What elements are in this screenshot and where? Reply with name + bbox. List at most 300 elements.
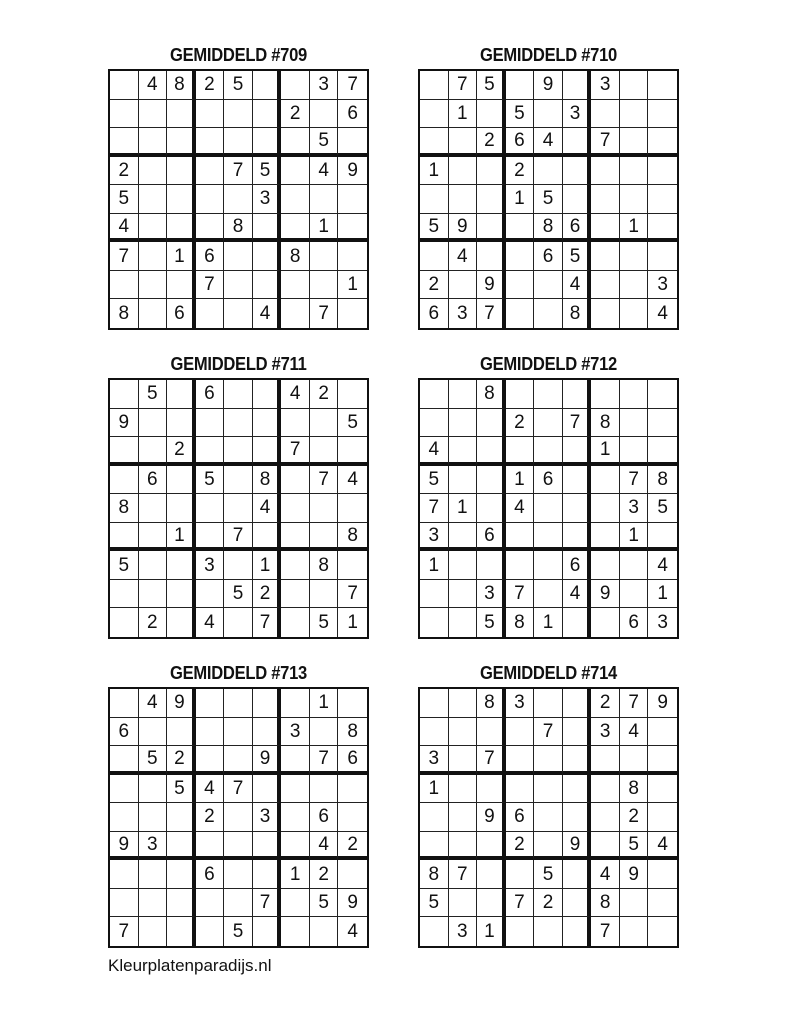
sudoku-cell: 5 bbox=[310, 128, 339, 157]
sudoku-cell bbox=[449, 409, 478, 438]
sudoku-cell bbox=[224, 466, 253, 495]
sudoku-cell bbox=[224, 380, 253, 409]
sudoku-cell bbox=[253, 409, 282, 438]
sudoku-cell bbox=[449, 551, 478, 580]
sudoku-cell: 8 bbox=[620, 775, 649, 804]
sudoku-cell: 2 bbox=[506, 409, 535, 438]
sudoku-cell: 6 bbox=[534, 466, 563, 495]
sudoku-cell bbox=[506, 775, 535, 804]
sudoku-cell: 9 bbox=[167, 689, 196, 718]
sudoku-cell bbox=[563, 860, 592, 889]
sudoku-cell bbox=[420, 242, 449, 271]
sudoku-cell bbox=[534, 299, 563, 328]
sudoku-cell: 3 bbox=[420, 746, 449, 775]
sudoku-cell: 5 bbox=[338, 409, 367, 438]
sudoku-cell: 8 bbox=[420, 860, 449, 889]
sudoku-cell: 6 bbox=[196, 860, 225, 889]
sudoku-cell bbox=[196, 437, 225, 466]
sudoku-cell bbox=[620, 242, 649, 271]
sudoku-cell: 2 bbox=[310, 380, 339, 409]
sudoku-grid bbox=[418, 687, 679, 948]
sudoku-cell bbox=[449, 718, 478, 747]
sudoku-cell: 7 bbox=[281, 437, 310, 466]
sudoku-cell bbox=[196, 746, 225, 775]
sudoku-cell: 4 bbox=[310, 157, 339, 186]
sudoku-cell bbox=[449, 185, 478, 214]
sudoku-cell bbox=[139, 242, 168, 271]
sudoku-cell: 6 bbox=[338, 746, 367, 775]
puzzle-title: GEMIDDELD #711 bbox=[170, 354, 307, 374]
sudoku-cell bbox=[196, 299, 225, 328]
sudoku-cell: 2 bbox=[506, 832, 535, 861]
sudoku-cell bbox=[591, 242, 620, 271]
sudoku-cell bbox=[477, 832, 506, 861]
sudoku-cell bbox=[591, 551, 620, 580]
sudoku-cell bbox=[563, 466, 592, 495]
sudoku-cell bbox=[648, 157, 677, 186]
sudoku-cell: 7 bbox=[253, 608, 282, 637]
sudoku-cell: 9 bbox=[338, 157, 367, 186]
sudoku-cell bbox=[534, 551, 563, 580]
sudoku-cell: 5 bbox=[224, 71, 253, 100]
sudoku-cell: 5 bbox=[477, 71, 506, 100]
sudoku-cell bbox=[253, 214, 282, 243]
sudoku-cell bbox=[253, 242, 282, 271]
sudoku-cell bbox=[253, 100, 282, 129]
sudoku-cell bbox=[620, 551, 649, 580]
sudoku-cell: 1 bbox=[620, 523, 649, 552]
sudoku-cell bbox=[281, 551, 310, 580]
sudoku-cell: 2 bbox=[620, 803, 649, 832]
sudoku-cell: 3 bbox=[420, 523, 449, 552]
sudoku-cell: 1 bbox=[310, 214, 339, 243]
sudoku-cell bbox=[167, 100, 196, 129]
sudoku-cell bbox=[420, 832, 449, 861]
sudoku-cell: 8 bbox=[477, 380, 506, 409]
sudoku-cell: 5 bbox=[506, 100, 535, 129]
sudoku-cell bbox=[620, 746, 649, 775]
sudoku-cell bbox=[338, 437, 367, 466]
sudoku-cell: 1 bbox=[167, 242, 196, 271]
sudoku-cell: 1 bbox=[347, 612, 358, 634]
sudoku-cell bbox=[281, 185, 310, 214]
sudoku-cell: 7 bbox=[310, 746, 339, 775]
sudoku-cell: 5 bbox=[139, 746, 168, 775]
sudoku-cell bbox=[534, 271, 563, 300]
sudoku-cell bbox=[620, 409, 649, 438]
sudoku-cell bbox=[477, 551, 506, 580]
sudoku-cell bbox=[110, 746, 139, 775]
sudoku-cell: 1 bbox=[506, 185, 535, 214]
sudoku-cell bbox=[477, 494, 506, 523]
sudoku-cell bbox=[310, 242, 339, 271]
sudoku-cell: 6 bbox=[563, 551, 592, 580]
sudoku-cell bbox=[139, 128, 168, 157]
sudoku-cell: 3 bbox=[449, 299, 478, 328]
sudoku-cell bbox=[338, 242, 367, 271]
sudoku-cell bbox=[563, 718, 592, 747]
sudoku-cell bbox=[139, 775, 168, 804]
sudoku-cell bbox=[281, 466, 310, 495]
sudoku-cell bbox=[281, 271, 310, 300]
sudoku-cell: 7 bbox=[253, 889, 282, 918]
sudoku-cell bbox=[449, 803, 478, 832]
sudoku-cell bbox=[139, 551, 168, 580]
sudoku-cell bbox=[591, 271, 620, 300]
sudoku-cell bbox=[310, 580, 339, 609]
sudoku-cell bbox=[167, 214, 196, 243]
sudoku-cell bbox=[281, 746, 310, 775]
sudoku-cell bbox=[139, 803, 168, 832]
sudoku-cell: 9 bbox=[449, 214, 478, 243]
sudoku-cell bbox=[506, 718, 535, 747]
sudoku-cell: 6 bbox=[506, 803, 535, 832]
sudoku-cell: 9 bbox=[253, 746, 282, 775]
sudoku-cell bbox=[224, 718, 253, 747]
sudoku-cell bbox=[620, 71, 649, 100]
sudoku-cell bbox=[110, 437, 139, 466]
sudoku-cell: 7 bbox=[224, 523, 253, 552]
sudoku-cell: 7 bbox=[534, 718, 563, 747]
sudoku-cell bbox=[563, 128, 592, 157]
sudoku-cell: 9 bbox=[110, 409, 139, 438]
sudoku-cell: 5 bbox=[477, 608, 506, 637]
sudoku-cell bbox=[449, 523, 478, 552]
sudoku-cell: 3 bbox=[449, 917, 478, 946]
sudoku-cell: 4 bbox=[591, 860, 620, 889]
sudoku-cell: 9 bbox=[110, 832, 139, 861]
sudoku-cell bbox=[563, 889, 592, 918]
sudoku-cell bbox=[224, 551, 253, 580]
sudoku-cell bbox=[620, 889, 649, 918]
sudoku-cell: 4 bbox=[563, 271, 592, 300]
sudoku-cell bbox=[506, 380, 535, 409]
sudoku-cell: 8 bbox=[310, 551, 339, 580]
sudoku-cell bbox=[534, 380, 563, 409]
sudoku-cell bbox=[196, 917, 225, 946]
sudoku-cell bbox=[620, 157, 649, 186]
sudoku-cell: 7 bbox=[591, 917, 620, 946]
sudoku-cell bbox=[167, 380, 196, 409]
sudoku-cell bbox=[420, 409, 449, 438]
sudoku-cell bbox=[310, 718, 339, 747]
sudoku-cell: 4 bbox=[139, 689, 168, 718]
sudoku-cell bbox=[224, 608, 253, 637]
sudoku-cell: 7 bbox=[477, 746, 506, 775]
sudoku-cell: 9 bbox=[591, 580, 620, 609]
sudoku-cell: 2 bbox=[139, 608, 168, 637]
sudoku-cell bbox=[167, 466, 196, 495]
sudoku-cell: 6 bbox=[620, 608, 649, 637]
sudoku-cell bbox=[310, 775, 339, 804]
sudoku-cell: 4 bbox=[657, 303, 668, 325]
sudoku-cell: 1 bbox=[420, 157, 449, 186]
sudoku-cell bbox=[338, 860, 367, 889]
sudoku-cell bbox=[620, 299, 649, 328]
sudoku-cell bbox=[477, 466, 506, 495]
sudoku-cell bbox=[139, 214, 168, 243]
sudoku-cell bbox=[224, 437, 253, 466]
sudoku-cell bbox=[648, 128, 677, 157]
sudoku-cell bbox=[449, 746, 478, 775]
puzzle-title: GEMIDDELD #709 bbox=[170, 45, 307, 65]
sudoku-cell bbox=[563, 157, 592, 186]
sudoku-cell bbox=[620, 185, 649, 214]
sudoku-cell bbox=[338, 551, 367, 580]
sudoku-cell: 3 bbox=[310, 71, 339, 100]
sudoku-cell bbox=[224, 889, 253, 918]
sudoku-cell bbox=[167, 271, 196, 300]
sudoku-cell: 4 bbox=[310, 832, 339, 861]
sudoku-cell bbox=[167, 128, 196, 157]
sudoku-cell bbox=[281, 157, 310, 186]
sudoku-cell: 8 bbox=[506, 608, 535, 637]
sudoku-cell: 5 bbox=[110, 185, 139, 214]
sudoku-cell: 7 bbox=[420, 494, 449, 523]
sudoku-cell bbox=[310, 437, 339, 466]
sudoku-cell: 3 bbox=[477, 580, 506, 609]
sudoku-cell: 1 bbox=[449, 100, 478, 129]
sudoku-cell bbox=[110, 100, 139, 129]
sudoku-cell bbox=[310, 917, 339, 946]
sudoku-cell: 1 bbox=[281, 860, 310, 889]
sudoku-cell bbox=[563, 803, 592, 832]
sudoku-cell: 7 bbox=[310, 299, 339, 328]
sudoku-cell bbox=[477, 185, 506, 214]
sudoku-cell bbox=[110, 466, 139, 495]
sudoku-cell bbox=[224, 689, 253, 718]
sudoku-cell bbox=[139, 860, 168, 889]
sudoku-cell bbox=[110, 775, 139, 804]
sudoku-cell: 4 bbox=[449, 242, 478, 271]
sudoku-cell bbox=[449, 437, 478, 466]
sudoku-cell: 7 bbox=[310, 466, 339, 495]
sudoku-cell bbox=[196, 832, 225, 861]
sudoku-cell: 6 bbox=[506, 128, 535, 157]
sudoku-cell bbox=[281, 299, 310, 328]
sudoku-cell bbox=[648, 889, 677, 918]
sudoku-cell bbox=[477, 157, 506, 186]
sudoku-cell bbox=[310, 409, 339, 438]
sudoku-cell: 1 bbox=[310, 689, 339, 718]
sudoku-cell bbox=[167, 185, 196, 214]
sudoku-cell bbox=[648, 437, 677, 466]
sudoku-cell bbox=[253, 832, 282, 861]
sudoku-cell: 1 bbox=[477, 917, 506, 946]
sudoku-cell bbox=[477, 860, 506, 889]
sudoku-cell bbox=[310, 100, 339, 129]
sudoku-cell bbox=[506, 551, 535, 580]
sudoku-cell: 2 bbox=[420, 271, 449, 300]
sudoku-cell: 5 bbox=[534, 860, 563, 889]
sudoku-cell bbox=[224, 185, 253, 214]
sudoku-cell: 1 bbox=[420, 775, 449, 804]
sudoku-cell: 8 bbox=[281, 242, 310, 271]
sudoku-cell: 8 bbox=[167, 71, 196, 100]
sudoku-cell: 5 bbox=[224, 917, 253, 946]
sudoku-cell bbox=[591, 775, 620, 804]
sudoku-cell bbox=[477, 100, 506, 129]
sudoku-cell bbox=[139, 917, 168, 946]
sudoku-cell bbox=[139, 437, 168, 466]
sudoku-cell: 4 bbox=[648, 551, 677, 580]
sudoku-cell bbox=[477, 437, 506, 466]
sudoku-cell: 8 bbox=[648, 466, 677, 495]
sudoku-cell bbox=[196, 889, 225, 918]
sudoku-cell: 5 bbox=[420, 214, 449, 243]
sudoku-cell bbox=[648, 775, 677, 804]
sudoku-cell: 2 bbox=[591, 689, 620, 718]
sudoku-grid bbox=[108, 69, 369, 330]
sudoku-cell: 7 bbox=[620, 466, 649, 495]
sudoku-cell bbox=[534, 917, 563, 946]
sudoku-cell: 5 bbox=[420, 889, 449, 918]
sudoku-cell: 4 bbox=[620, 718, 649, 747]
sudoku-cell: 5 bbox=[110, 551, 139, 580]
sudoku-cell bbox=[338, 299, 367, 328]
sudoku-cell bbox=[420, 185, 449, 214]
sudoku-cell bbox=[110, 128, 139, 157]
puzzle-title: GEMIDDELD #714 bbox=[480, 663, 617, 683]
sudoku-cell: 7 bbox=[110, 242, 139, 271]
sudoku-cell bbox=[196, 214, 225, 243]
sudoku-cell bbox=[139, 580, 168, 609]
sudoku-cell: 8 bbox=[338, 718, 367, 747]
sudoku-cell: 3 bbox=[648, 271, 677, 300]
sudoku-cell bbox=[534, 494, 563, 523]
sudoku-cell bbox=[224, 242, 253, 271]
sudoku-cell bbox=[196, 580, 225, 609]
sudoku-cell bbox=[110, 689, 139, 718]
sudoku-cell bbox=[591, 832, 620, 861]
sudoku-cell bbox=[648, 917, 677, 946]
sudoku-cell bbox=[591, 185, 620, 214]
sudoku-cell: 2 bbox=[110, 157, 139, 186]
sudoku-cell bbox=[620, 380, 649, 409]
sudoku-cell: 2 bbox=[281, 100, 310, 129]
sudoku-cell bbox=[338, 494, 367, 523]
sudoku-cell: 1 bbox=[449, 494, 478, 523]
sudoku-cell bbox=[139, 157, 168, 186]
sudoku-cell bbox=[420, 608, 449, 637]
sudoku-cell bbox=[196, 185, 225, 214]
sudoku-cell bbox=[196, 100, 225, 129]
sudoku-cell: 3 bbox=[657, 612, 668, 634]
sudoku-cell bbox=[167, 832, 196, 861]
sudoku-cell bbox=[110, 608, 139, 637]
sudoku-cell: 8 bbox=[534, 214, 563, 243]
sudoku-cell bbox=[196, 689, 225, 718]
sudoku-cell bbox=[563, 185, 592, 214]
sudoku-cell bbox=[506, 860, 535, 889]
sudoku-cell: 9 bbox=[534, 71, 563, 100]
sudoku-cell: 6 bbox=[110, 718, 139, 747]
sudoku-cell: 7 bbox=[477, 299, 506, 328]
sudoku-cell: 8 bbox=[110, 494, 139, 523]
sudoku-cell: 9 bbox=[338, 889, 367, 918]
sudoku-grid bbox=[108, 687, 369, 948]
sudoku-cell bbox=[139, 100, 168, 129]
sudoku-cell bbox=[534, 100, 563, 129]
sudoku-cell: 1 bbox=[620, 214, 649, 243]
sudoku-cell bbox=[648, 380, 677, 409]
sudoku-cell: 9 bbox=[620, 860, 649, 889]
sudoku-cell bbox=[139, 185, 168, 214]
sudoku-cell bbox=[477, 242, 506, 271]
sudoku-cell: 7 bbox=[449, 71, 478, 100]
sudoku-cell: 7 bbox=[196, 271, 225, 300]
sudoku-cell bbox=[253, 718, 282, 747]
sudoku-cell bbox=[591, 157, 620, 186]
sudoku-cell bbox=[281, 71, 310, 100]
sudoku-cell: 2 bbox=[310, 860, 339, 889]
sudoku-cell bbox=[534, 409, 563, 438]
sudoku-cell: 5 bbox=[310, 608, 339, 637]
sudoku-cell bbox=[591, 214, 620, 243]
sudoku-cell bbox=[477, 718, 506, 747]
sudoku-cell bbox=[338, 775, 367, 804]
sudoku-cell bbox=[338, 803, 367, 832]
sudoku-cell: 5 bbox=[534, 185, 563, 214]
sudoku-cell: 3 bbox=[506, 689, 535, 718]
sudoku-cell bbox=[591, 494, 620, 523]
sudoku-cell: 1 bbox=[338, 271, 367, 300]
sudoku-cell: 5 bbox=[620, 832, 649, 861]
sudoku-cell: 4 bbox=[506, 494, 535, 523]
sudoku-cell bbox=[534, 437, 563, 466]
sudoku-cell bbox=[477, 409, 506, 438]
sudoku-cell bbox=[534, 832, 563, 861]
sudoku-cell: 3 bbox=[563, 100, 592, 129]
sudoku-cell: 6 bbox=[310, 803, 339, 832]
sudoku-cell: 3 bbox=[620, 494, 649, 523]
sudoku-cell: 2 bbox=[477, 128, 506, 157]
site-credit: Kleurplatenparadijs.nl bbox=[108, 956, 272, 975]
sudoku-cell: 4 bbox=[253, 494, 282, 523]
sudoku-cell bbox=[167, 551, 196, 580]
sudoku-cell bbox=[224, 100, 253, 129]
sudoku-cell bbox=[563, 689, 592, 718]
sudoku-cell: 6 bbox=[420, 299, 449, 328]
sudoku-cell bbox=[338, 380, 367, 409]
sudoku-cell bbox=[534, 746, 563, 775]
sudoku-cell bbox=[110, 580, 139, 609]
sudoku-cell bbox=[534, 775, 563, 804]
sudoku-cell: 3 bbox=[253, 185, 282, 214]
sudoku-cell bbox=[281, 409, 310, 438]
sudoku-cell bbox=[196, 494, 225, 523]
sudoku-cell: 8 bbox=[477, 689, 506, 718]
sudoku-cell: 3 bbox=[196, 551, 225, 580]
sudoku-cell: 4 bbox=[420, 437, 449, 466]
sudoku-cell: 8 bbox=[110, 299, 139, 328]
sudoku-cell bbox=[224, 271, 253, 300]
sudoku-cell: 7 bbox=[224, 775, 253, 804]
sudoku-cell bbox=[477, 775, 506, 804]
sudoku-cell bbox=[167, 803, 196, 832]
sudoku-cell bbox=[167, 718, 196, 747]
sudoku-cell bbox=[563, 380, 592, 409]
sudoku-cell bbox=[420, 718, 449, 747]
sudoku-cell bbox=[648, 746, 677, 775]
sudoku-cell bbox=[281, 494, 310, 523]
sudoku-cell bbox=[253, 775, 282, 804]
sudoku-cell bbox=[310, 271, 339, 300]
sudoku-cell: 6 bbox=[477, 523, 506, 552]
sudoku-cell bbox=[449, 580, 478, 609]
sudoku-cell: 4 bbox=[648, 832, 677, 861]
sudoku-cell bbox=[620, 917, 649, 946]
